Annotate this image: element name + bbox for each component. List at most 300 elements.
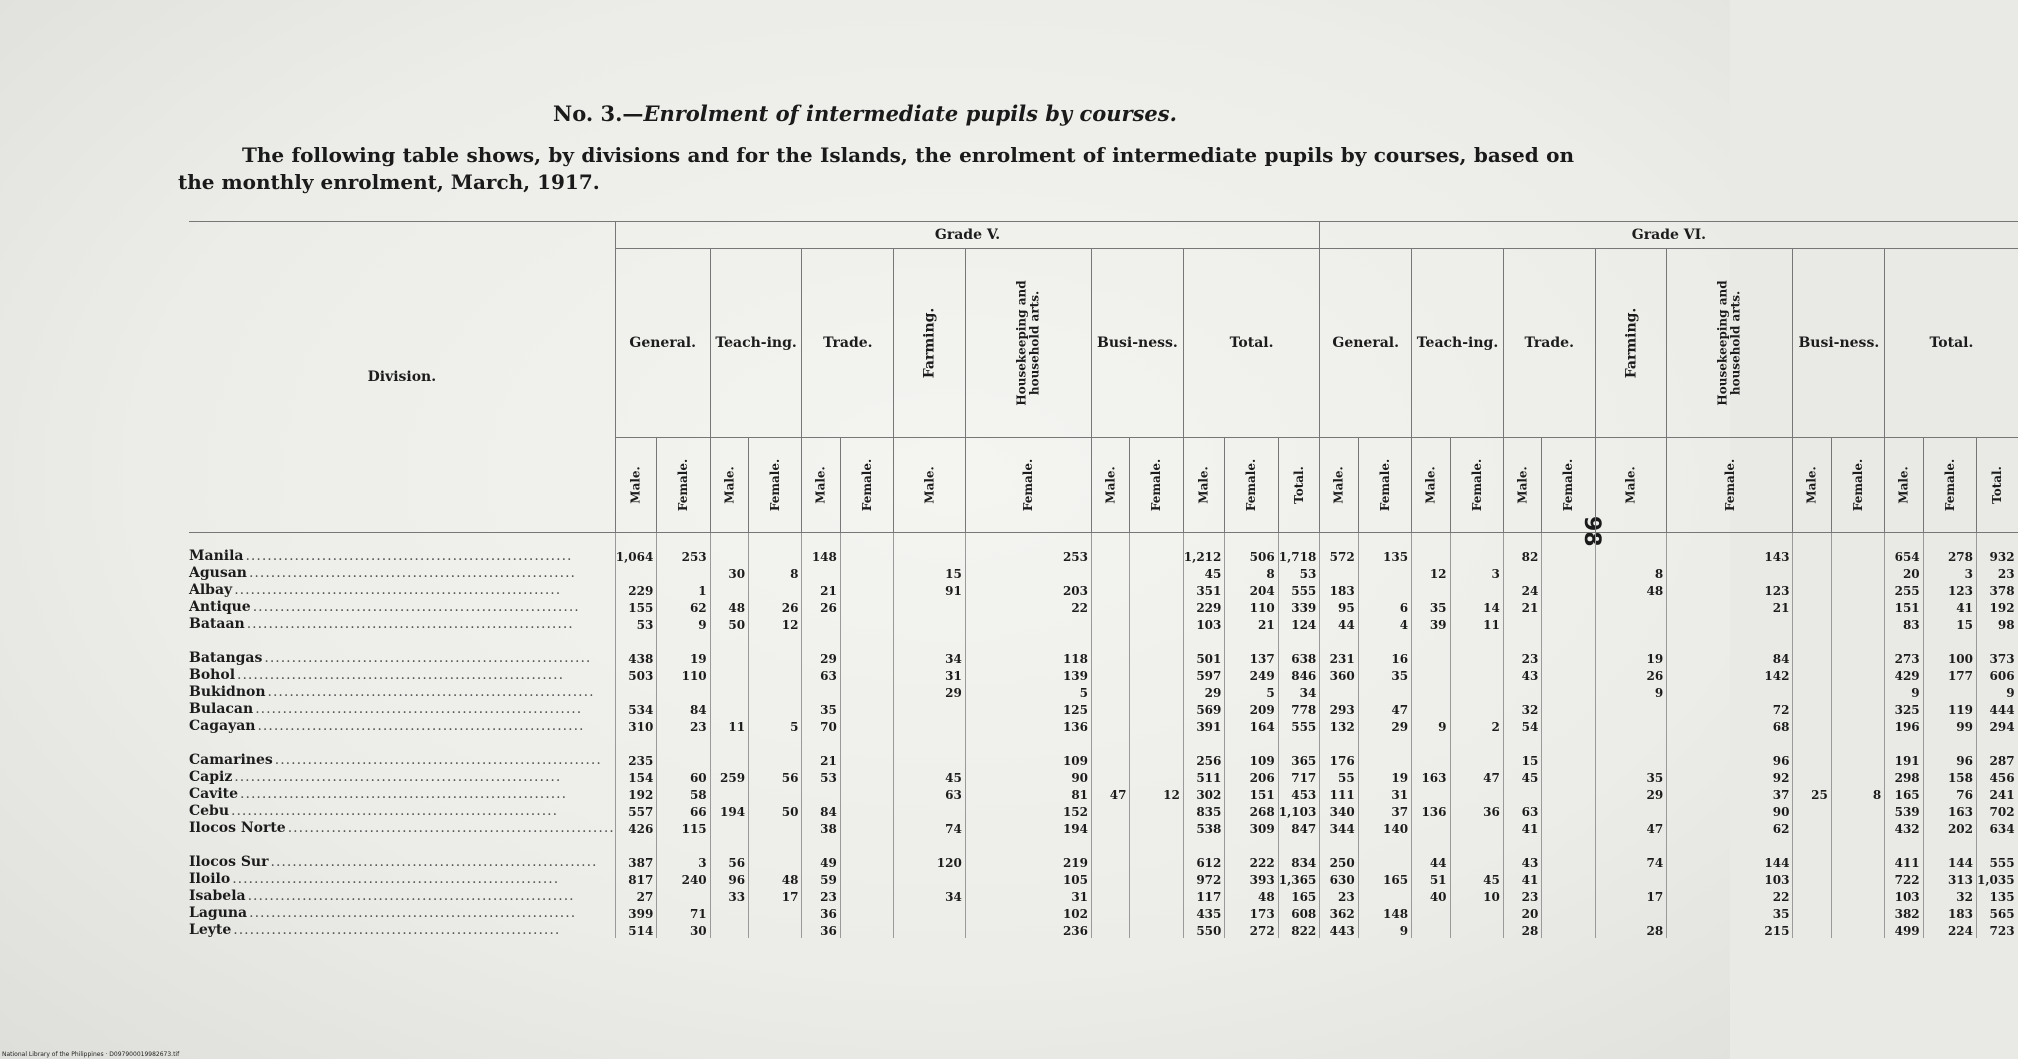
g5-cell [1130, 598, 1183, 615]
g5-cell: 21 [802, 751, 840, 768]
g5-cell: 597 [1183, 666, 1225, 683]
g6-cell: 22 [1667, 887, 1793, 904]
g6-cell [1542, 751, 1595, 768]
g6-cell: 32 [1923, 887, 1976, 904]
division-name: Bataan ............................................................ [189, 616, 574, 632]
g5-cell: 822 [1278, 921, 1320, 938]
g5-cell: 23 [657, 717, 710, 734]
g6-cell [1793, 700, 1831, 717]
g6-cell: 19 [1358, 768, 1411, 785]
g6-cell [1595, 751, 1667, 768]
table-row [189, 853, 2018, 870]
g5-cell: 222 [1225, 853, 1278, 870]
g6-cell [1667, 683, 1793, 700]
g5-cell: 139 [965, 666, 1091, 683]
g5-cell [1092, 887, 1130, 904]
g6-cell [1412, 836, 1450, 853]
g5-sub-male-header: Male. [710, 438, 748, 533]
table-row [189, 683, 2018, 700]
g5-cell [802, 836, 840, 853]
division-name: Agusan ............................................................ [189, 565, 576, 581]
g6-cell [1542, 904, 1595, 921]
g6-cell [1831, 649, 1884, 666]
g5-cell [894, 533, 966, 565]
heading-number: No. 3.— [553, 101, 644, 126]
g6-cell: 4 [1358, 615, 1411, 632]
g5-cell [749, 785, 802, 802]
g5-cell [1092, 564, 1130, 581]
g5-cell [1092, 717, 1130, 734]
g5-cell [840, 921, 893, 938]
g5-cell [840, 853, 893, 870]
g6-sub-female-header: Female. [1923, 438, 1976, 533]
g5-cell [1092, 802, 1130, 819]
g6-cell [1831, 853, 1884, 870]
g6-cell [1412, 921, 1450, 938]
g5-cell: 120 [894, 853, 966, 870]
g5-cell [1092, 904, 1130, 921]
g6-cell [1542, 615, 1595, 632]
g6-cell [1412, 581, 1450, 598]
g5-cell: 164 [1225, 717, 1278, 734]
g6-cell: 183 [1923, 904, 1976, 921]
g6-cell: 44 [1320, 615, 1358, 632]
g5-cell [894, 632, 966, 649]
g6-cell [1542, 581, 1595, 598]
intro-paragraph [178, 142, 1574, 196]
g6-cell: 140 [1358, 819, 1411, 836]
g6-cell: 456 [1977, 768, 2018, 785]
g6-cell [1793, 836, 1831, 853]
g6-cell [1542, 734, 1595, 751]
g5-cell: 90 [965, 768, 1091, 785]
g6-cell: 298 [1885, 768, 1923, 785]
g5-cell: 151 [1225, 785, 1278, 802]
g6-cell [1793, 734, 1831, 751]
g6-cell [1358, 751, 1411, 768]
g6-cell [1595, 598, 1667, 615]
g5-cell [840, 870, 893, 887]
g6-cell [1595, 700, 1667, 717]
g5-cell: 8 [1225, 564, 1278, 581]
heading-title: Enrolment of intermediate pupils by courses. [643, 101, 1177, 126]
table-row [189, 649, 2018, 666]
g6-cell: 14 [1450, 598, 1503, 615]
g6-cell: 35 [1412, 598, 1450, 615]
g5-cell: 30 [657, 921, 710, 938]
g6-cell [1793, 564, 1831, 581]
table-row [189, 533, 2018, 565]
g5-cell [749, 533, 802, 565]
g5-cell: 15 [894, 564, 966, 581]
table-row [189, 615, 2018, 632]
g5-cell: 33 [710, 887, 748, 904]
division-name: Iloilo ............................................................ [189, 871, 560, 887]
g6-cell [1595, 717, 1667, 734]
g5-cell: 972 [1183, 870, 1225, 887]
g5-cell: 59 [802, 870, 840, 887]
g6-cell: 11 [1450, 615, 1503, 632]
g5-cell: 45 [1183, 564, 1225, 581]
division-name: Bulacan ............................................................ [189, 701, 583, 717]
g5-cell: 125 [965, 700, 1091, 717]
g5-cell [1092, 853, 1130, 870]
g5-cell [1183, 632, 1225, 649]
g6-cell: 35 [1358, 666, 1411, 683]
g6-cell: 313 [1923, 870, 1976, 887]
g5-cell [802, 785, 840, 802]
g6-cell: 100 [1923, 649, 1976, 666]
g6-cell: 344 [1320, 819, 1358, 836]
g6-cell [1831, 836, 1884, 853]
g6-cell [1793, 870, 1831, 887]
g5-sub-female-header: Female. [840, 438, 893, 533]
g6-cell [1503, 836, 1541, 853]
g5-cell [1092, 598, 1130, 615]
g5-cell [1183, 836, 1225, 853]
g6-cell: 23 [1503, 887, 1541, 904]
g5-cell [615, 683, 657, 700]
g6-cell [1542, 598, 1595, 615]
g6-cell: 35 [1595, 768, 1667, 785]
g5-cell [1092, 649, 1130, 666]
g6-cell [1542, 700, 1595, 717]
g5-cell: 778 [1278, 700, 1320, 717]
g6-cell [1793, 887, 1831, 904]
g5-cell: 84 [657, 700, 710, 717]
g6-trade-header: Trade. [1503, 249, 1595, 438]
g5-cell [840, 734, 893, 751]
g5-cell: 48 [749, 870, 802, 887]
g5-cell [802, 683, 840, 700]
g5-cell [710, 819, 748, 836]
g5-cell: 391 [1183, 717, 1225, 734]
table-row [189, 768, 2018, 785]
g6-cell [1595, 802, 1667, 819]
g6-cell: 294 [1977, 717, 2018, 734]
page-number: 98 [1579, 516, 1604, 547]
g6-cell [1450, 819, 1503, 836]
g5-cell [1130, 870, 1183, 887]
g5-cell: 253 [657, 533, 710, 565]
g5-cell: 34 [894, 887, 966, 904]
g6-cell: 99 [1923, 717, 1976, 734]
g5-cell: 846 [1278, 666, 1320, 683]
g5-cell [657, 632, 710, 649]
g6-cell [1831, 683, 1884, 700]
g5-cell: 438 [615, 649, 657, 666]
g5-cell: 426 [615, 819, 657, 836]
g6-cell: 250 [1320, 853, 1358, 870]
g6-cell [1450, 785, 1503, 802]
g5-cell [1130, 836, 1183, 853]
g5-cell [710, 904, 748, 921]
g6-cell [1503, 785, 1541, 802]
g5-cell: 154 [615, 768, 657, 785]
g5-cell: 834 [1278, 853, 1320, 870]
g5-cell: 148 [802, 533, 840, 565]
g6-cell: 9 [1595, 683, 1667, 700]
g6-cell [1923, 734, 1976, 751]
g6-cell [1450, 581, 1503, 598]
g5-cell: 31 [894, 666, 966, 683]
g6-cell: 572 [1320, 533, 1358, 565]
g6-cell: 273 [1885, 649, 1923, 666]
g6-cell [1412, 904, 1450, 921]
g5-cell [710, 683, 748, 700]
g6-cell: 17 [1595, 887, 1667, 904]
g5-cell: 236 [965, 921, 1091, 938]
g5-cell [840, 819, 893, 836]
g5-cell [1092, 768, 1130, 785]
g5-cell: 63 [802, 666, 840, 683]
grade-vi-header: Grade VI. [1320, 222, 2018, 249]
g6-cell [1542, 802, 1595, 819]
table-row [189, 887, 2018, 904]
division-name: Isabela ............................................................ [189, 888, 575, 904]
table-heading [0, 101, 1730, 126]
g5-cell [840, 632, 893, 649]
g6-cell: 51 [1412, 870, 1450, 887]
g6-cell: 43 [1503, 853, 1541, 870]
g6-cell: 41 [1503, 819, 1541, 836]
g6-cell: 15 [1503, 751, 1541, 768]
g5-cell: 115 [657, 819, 710, 836]
g5-cell: 5 [749, 717, 802, 734]
g5-cell [749, 666, 802, 683]
g6-cell [1358, 632, 1411, 649]
g6-cell [1542, 717, 1595, 734]
g5-cell: 38 [802, 819, 840, 836]
g5-cell [965, 836, 1091, 853]
g5-cell: 206 [1225, 768, 1278, 785]
g5-cell [802, 632, 840, 649]
g5-cell: 30 [710, 564, 748, 581]
g5-cell [1130, 683, 1183, 700]
g6-cell [1503, 632, 1541, 649]
g6-cell: 47 [1595, 819, 1667, 836]
g5-cell: 48 [710, 598, 748, 615]
g5-cell: 53 [615, 615, 657, 632]
g6-cell [1412, 649, 1450, 666]
g6-cell: 19 [1595, 649, 1667, 666]
g5-cell [1092, 632, 1130, 649]
g5-cell [840, 666, 893, 683]
g5-cell: 36 [802, 904, 840, 921]
g5-cell: 339 [1278, 598, 1320, 615]
g6-cell: 165 [1358, 870, 1411, 887]
g5-cell: 253 [965, 533, 1091, 565]
division-name: Ilocos Norte ............................................................ [189, 820, 615, 836]
g6-cell [1595, 904, 1667, 921]
g5-cell [1130, 751, 1183, 768]
g6-cell [1831, 768, 1884, 785]
g5-cell [840, 904, 893, 921]
g5-cell [710, 533, 748, 565]
g5-cell [657, 751, 710, 768]
g6-cell [1358, 564, 1411, 581]
g5-cell: 22 [965, 598, 1091, 615]
g5-cell: 63 [894, 785, 966, 802]
g6-cell: 3 [1450, 564, 1503, 581]
g6-cell: 9 [1977, 683, 2018, 700]
g6-cell: 362 [1320, 904, 1358, 921]
g6-cell: 382 [1885, 904, 1923, 921]
g6-cell: 96 [1923, 751, 1976, 768]
g5-cell: 31 [965, 887, 1091, 904]
g5-cell [1225, 734, 1278, 751]
g5-cell [1130, 666, 1183, 683]
g6-cell: 82 [1503, 533, 1541, 565]
g6-cell: 23 [1977, 564, 2018, 581]
g6-cell: 119 [1923, 700, 1976, 717]
g5-cell [657, 734, 710, 751]
g6-cell: 143 [1667, 533, 1793, 565]
g5-cell: 102 [965, 904, 1091, 921]
g5-cell: 259 [710, 768, 748, 785]
g6-cell: 21 [1667, 598, 1793, 615]
g6-cell: 215 [1667, 921, 1793, 938]
g5-cell [1092, 683, 1130, 700]
g6-cell [1412, 734, 1450, 751]
g5-cell [1130, 921, 1183, 938]
g5-cell: 136 [965, 717, 1091, 734]
g6-cell: 103 [1885, 887, 1923, 904]
g6-cell [1923, 836, 1976, 853]
g5-cell: 118 [965, 649, 1091, 666]
g5-cell: 155 [615, 598, 657, 615]
g6-cell [1793, 819, 1831, 836]
g6-sub-male-header: Male. [1885, 438, 1923, 533]
g5-cell [1092, 533, 1130, 565]
division-name: Bukidnon ............................................................ [189, 684, 595, 700]
g5-cell: 309 [1225, 819, 1278, 836]
g5-cell [1092, 751, 1130, 768]
g5-cell [1130, 887, 1183, 904]
g5-cell: 34 [894, 649, 966, 666]
g6-cell [1542, 768, 1595, 785]
g5-cell: 50 [749, 802, 802, 819]
g6-cell [1358, 683, 1411, 700]
g6-cell: 95 [1320, 598, 1358, 615]
g5-total-header: Total. [1183, 249, 1320, 438]
table-row [189, 717, 2018, 734]
g5-cell [615, 564, 657, 581]
g5-cell: 506 [1225, 533, 1278, 565]
g6-cell: 499 [1885, 921, 1923, 938]
g5-cell: 62 [657, 598, 710, 615]
table-row [189, 836, 2018, 853]
g6-general-header: General. [1320, 249, 1412, 438]
g6-cell: 29 [1595, 785, 1667, 802]
g6-cell: 16 [1358, 649, 1411, 666]
table-row [189, 581, 2018, 598]
g5-cell: 84 [802, 802, 840, 819]
g6-cell: 340 [1320, 802, 1358, 819]
g5-cell: 71 [657, 904, 710, 921]
g5-cell [840, 533, 893, 565]
g6-cell: 31 [1358, 785, 1411, 802]
g6-sub-total-header: Total. [1977, 438, 2018, 533]
g6-cell [1977, 836, 2018, 853]
g5-cell: 817 [615, 870, 657, 887]
g5-cell: 351 [1183, 581, 1225, 598]
g6-cell [1793, 615, 1831, 632]
table-row [189, 700, 2018, 717]
g6-cell [1542, 887, 1595, 904]
g6-cell: 54 [1503, 717, 1541, 734]
g5-sub-male-header: Male. [615, 438, 657, 533]
g6-cell: 8 [1831, 785, 1884, 802]
g6-cell: 432 [1885, 819, 1923, 836]
g5-housekeeping-header: Housekeeping and household arts. [965, 249, 1091, 438]
g6-cell [1542, 632, 1595, 649]
g6-cell [1450, 853, 1503, 870]
g6-cell [1320, 564, 1358, 581]
g5-cell: 137 [1225, 649, 1278, 666]
g6-cell: 15 [1923, 615, 1976, 632]
g6-cell [1412, 632, 1450, 649]
g5-cell: 194 [965, 819, 1091, 836]
g6-cell [1831, 802, 1884, 819]
g5-cell: 48 [1225, 887, 1278, 904]
g5-cell [840, 717, 893, 734]
g5-trade-header: Trade. [802, 249, 894, 438]
g6-cell [1542, 836, 1595, 853]
g5-cell [1130, 853, 1183, 870]
g6-cell [1595, 870, 1667, 887]
g5-cell: 399 [615, 904, 657, 921]
g6-cell [1358, 734, 1411, 751]
g6-cell [1831, 870, 1884, 887]
g5-cell: 5 [1225, 683, 1278, 700]
g6-sub-female-header: Female. [1450, 438, 1503, 533]
g5-cell [1092, 666, 1130, 683]
table-row [189, 921, 2018, 938]
g6-cell [1793, 802, 1831, 819]
g5-cell [1130, 615, 1183, 632]
g6-cell: 36 [1450, 802, 1503, 819]
division-name: Cagayan ............................................................ [189, 718, 585, 734]
g6-cell [1793, 768, 1831, 785]
g5-cell [749, 853, 802, 870]
g6-cell [1831, 734, 1884, 751]
g5-cell: 12 [749, 615, 802, 632]
g5-cell [894, 904, 966, 921]
g6-cell: 144 [1667, 853, 1793, 870]
g6-cell [1793, 598, 1831, 615]
g6-cell [1542, 564, 1595, 581]
g6-sub-female-header: Female. [1542, 438, 1595, 533]
g5-cell: 235 [615, 751, 657, 768]
g6-cell [1793, 683, 1831, 700]
g5-cell [1130, 581, 1183, 598]
g6-cell: 45 [1450, 870, 1503, 887]
g5-cell [1092, 581, 1130, 598]
g6-cell: 28 [1503, 921, 1541, 938]
g5-cell: 29 [802, 649, 840, 666]
g5-cell [1092, 734, 1130, 751]
g5-cell: 36 [802, 921, 840, 938]
g5-cell: 110 [1225, 598, 1278, 615]
g5-cell: 11 [710, 717, 748, 734]
g5-cell: 717 [1278, 768, 1320, 785]
division-name: Camarines ............................................................ [189, 752, 602, 768]
g6-cell: 43 [1503, 666, 1541, 683]
g5-cell [710, 921, 748, 938]
g6-cell: 151 [1885, 598, 1923, 615]
g6-cell [1667, 734, 1793, 751]
